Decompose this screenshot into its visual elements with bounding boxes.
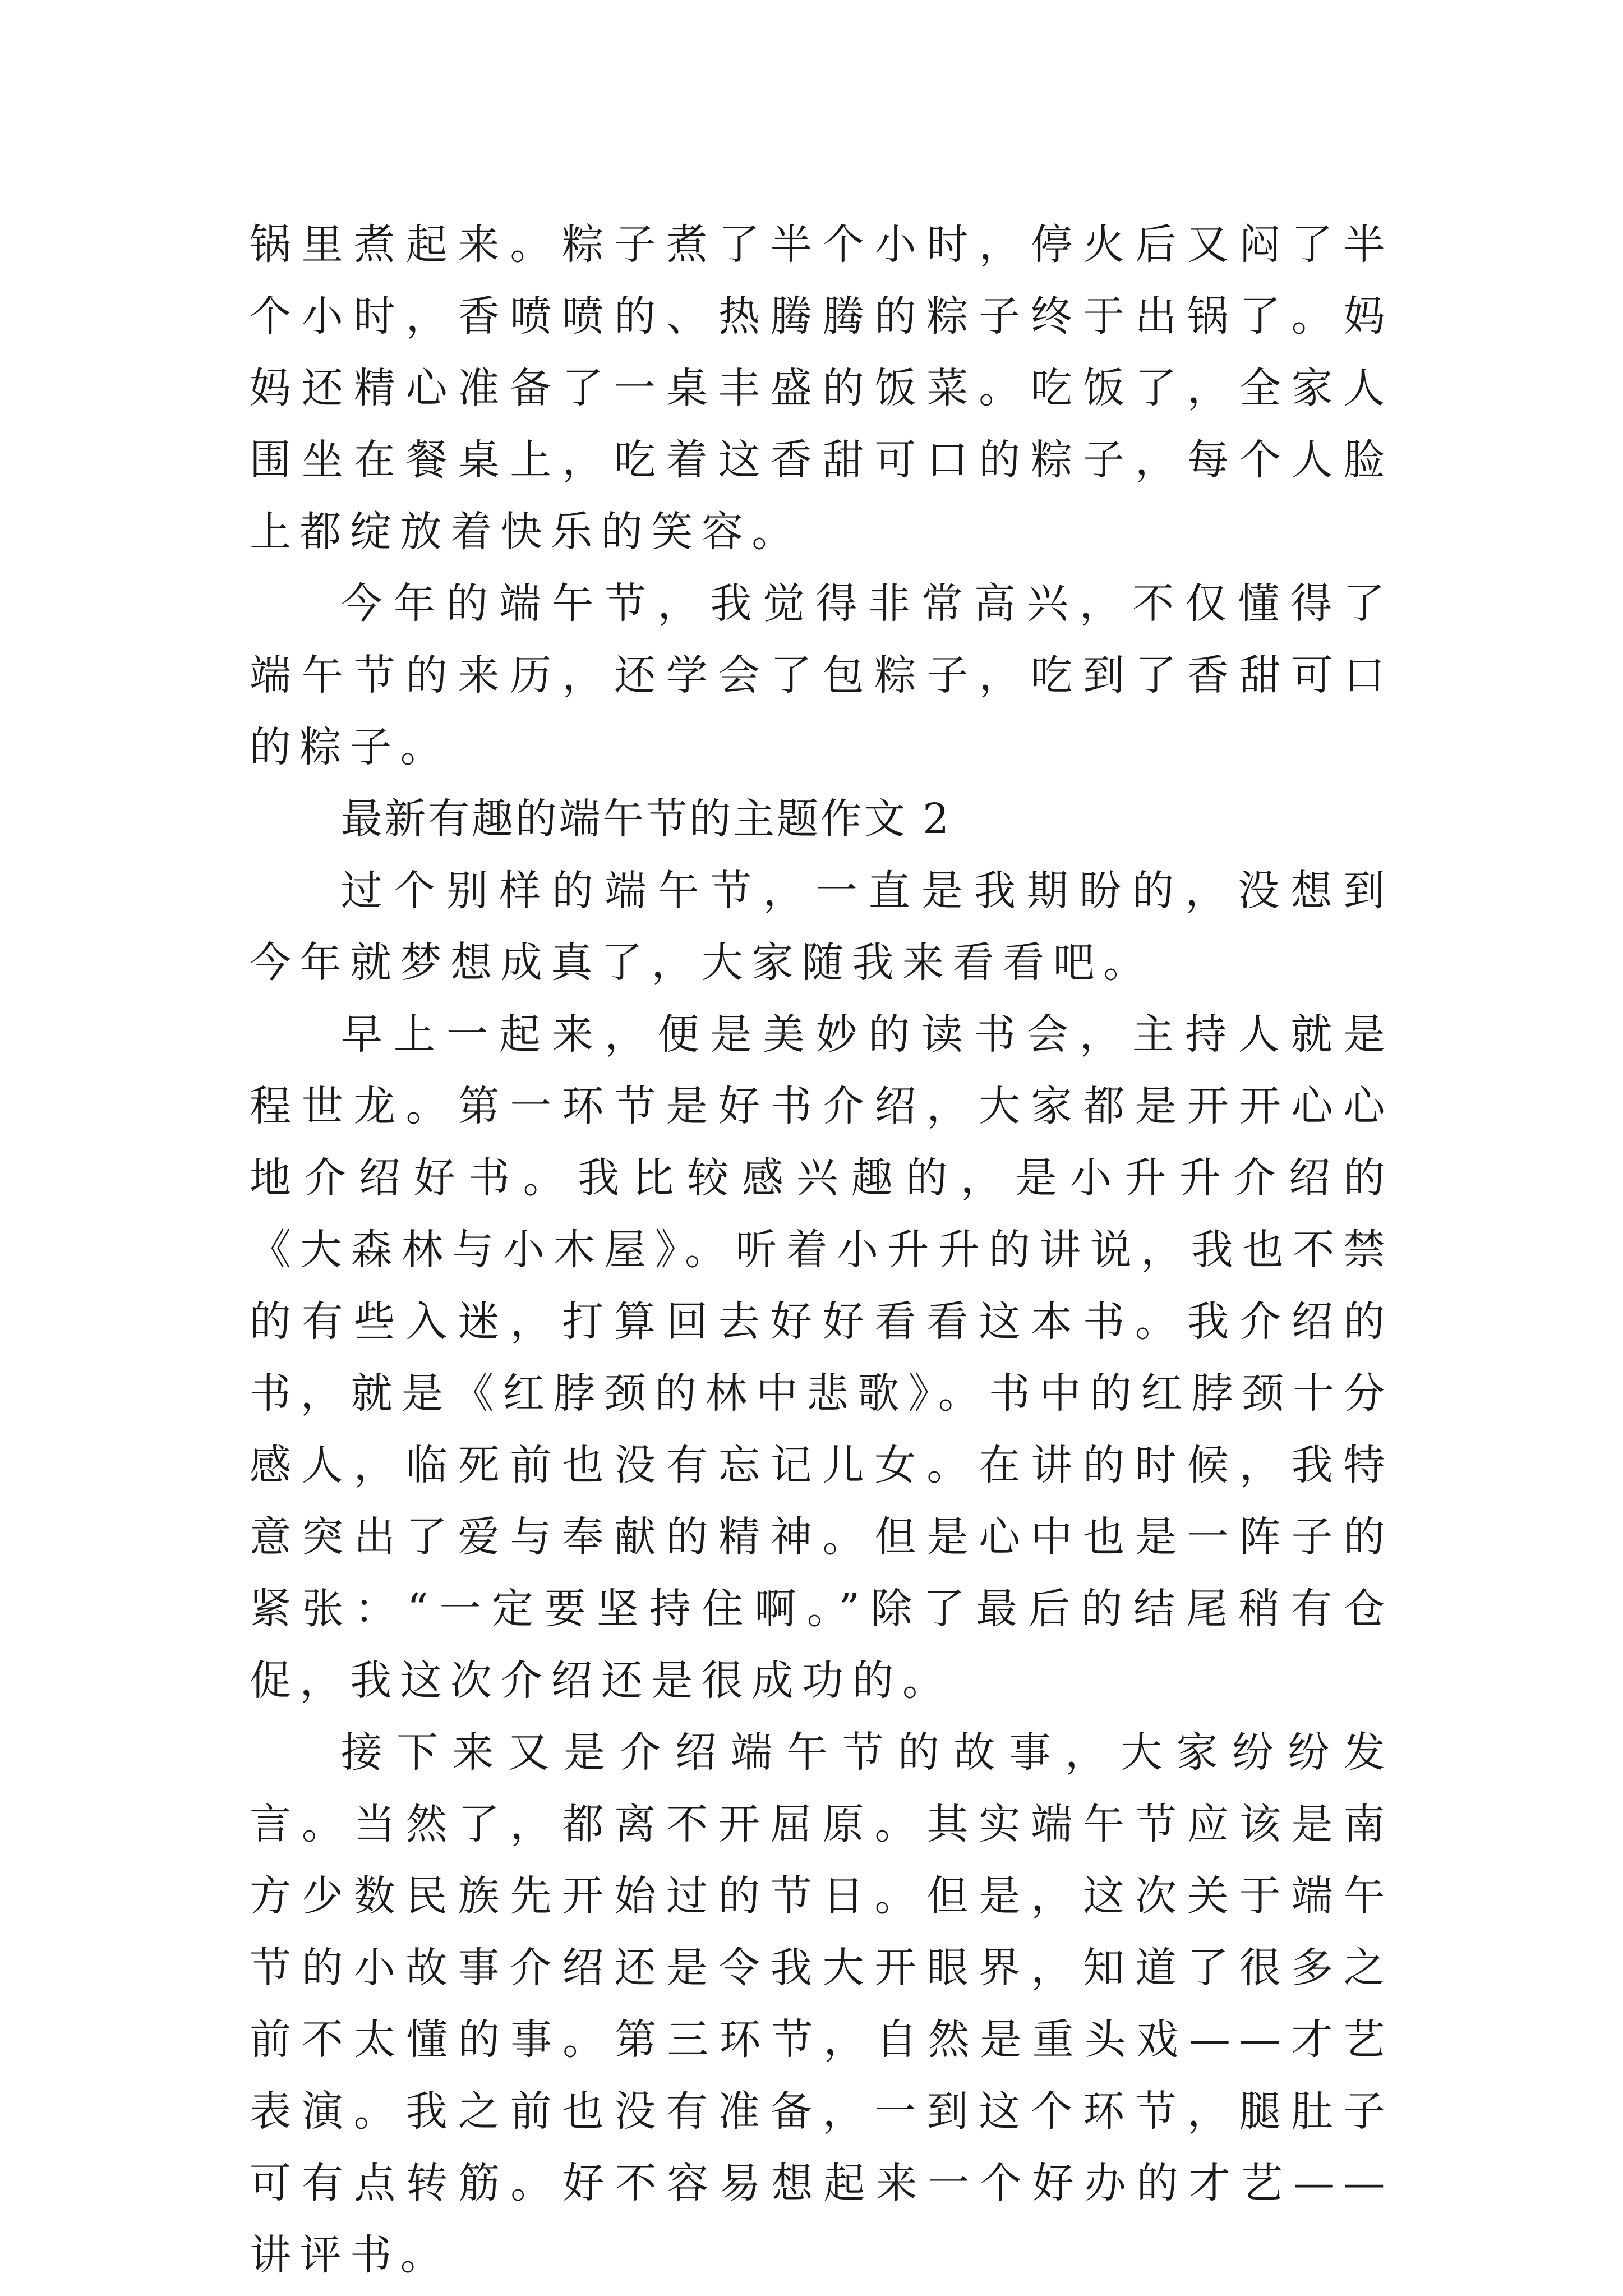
paragraph-1: 锅里煮起来。粽子煮了半个小时，停火后又闷了半个小时，香喷喷的、热腾腾的粽子终于出锅了。妈妈还精心准备了一桌丰盛的饭菜。吃饭了，全家人围坐在餐桌上，吃着这香甜可口的粽子，每个人脸上都绽放着快乐的笑容。	[250, 220, 1394, 556]
paragraph-5: 接下来又是介绍端午节的故事，大家纷纷发言。当然了，都离不开屈原。其实端午节应该是南方少数民族先开始过的节日。但是，这次关于端午节的小故事介绍还是令我大开眼界，知道了很多之前不太懂的事。第三环节，自然是重头戏——才艺表演。我之前也没有准备，一到这个环节，腿肚子可有点转筋。好不容易想起来一个好办的才艺——讲评书。	[250, 1728, 1394, 2279]
paragraph-2: 今年的端午节，我觉得非常高兴，不仅懂得了端午节的来历，还学会了包粽子，吃到了香甜可口的粽子。	[250, 579, 1394, 771]
paragraph-4: 早上一起来，便是美妙的读书会，主持人就是程世龙。第一环节是好书介绍，大家都是开开心心地介绍好书。我比较感兴趣的，是小升升介绍的《大森林与小木屋》。听着小升升的讲说，我也不禁的有些入迷，打算回去好好看看这本书。我介绍的书，就是《红脖颈的林中悲歌》。书中的红脖颈十分感人，临死前也没有忘记儿女。在讲的时候，我特意突出了爱与奉献的精神。但是心中也是一阵子的紧张：“一定要坚持住啊。”除了最后的结尾稍有仓促，我这次介绍还是很成功的。	[250, 1010, 1394, 1705]
essay-heading-2: 最新有趣的端午节的主题作文 2	[340, 795, 951, 843]
document-body	[250, 209, 1394, 2291]
paragraph-3: 过个别样的端午节，一直是我期盼的，没想到今年就梦想成真了，大家随我来看看吧。	[250, 867, 1394, 987]
